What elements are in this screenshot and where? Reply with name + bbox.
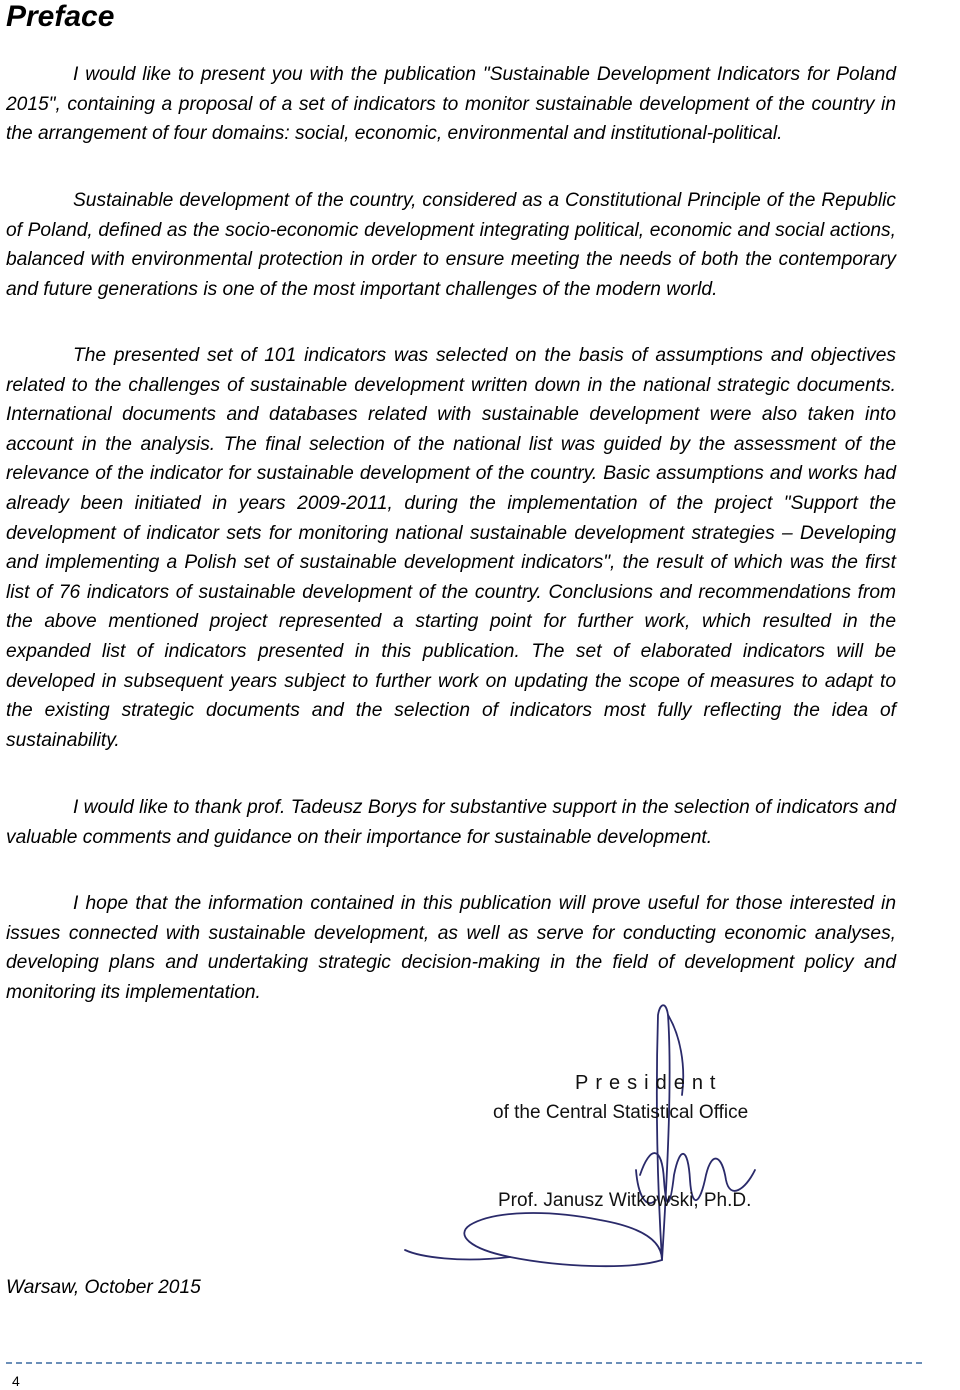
signature-block — [400, 995, 940, 1285]
page-number: 4 — [12, 1373, 20, 1389]
signature-title: President — [575, 1072, 723, 1094]
paragraph-sustainable-development: Sustainable development of the country, considered as a Constitutional Principle of the Republic of Poland, defined as the socio-economic development integrating political, economic and social actions, balanced with environmental protection in order to ensure meeting the needs of both the contemporary and future generations is one of the most important challenges of the modern world. — [6, 190, 896, 300]
paragraph-indicators: The presented set of 101 indicators was selected on the basis of assumptions and objectives related to the challenges of sustainable development written down in the national strategic documents. International documents and databases related with sustainable development were also taken into account in the analysis. The final selection of the national list was guided by the assessment of the relevance of the indicator for sustainable development of the country. Basic assumptions and works had already been initiated in years 2009-2011, during the implementation of the project "Support the development of indicator sets for monitoring national sustainable development strategies – Developing and implementing a Polish set of sustainable development indicators", the result of which was the first list of 76 indicators of sustainable development of the country. Conclusions and recommendations from the above mentioned project represented a starting point for further work, which resulted in the expanded list of indicators presented in this publication. The set of elaborated indicators will be developed in subsequent years subject to further work on updating the scope of measures to adapt to the existing strategic documents and the selection of indicators most fully reflecting the idea of sustainability. — [6, 345, 896, 751]
handwritten-signature — [400, 995, 940, 1285]
signature-name: Prof. Janusz Witkowski, Ph.D. — [498, 1190, 752, 1211]
place-and-date: Warsaw, October 2015 — [6, 1277, 201, 1298]
signature-office: of the Central Statistical Office — [493, 1102, 749, 1123]
footer-divider — [6, 1362, 922, 1364]
page-title: Preface — [6, 0, 115, 33]
paragraph-thanks: I would like to thank prof. Tadeusz Borys for substantive support in the selection of indicators and valuable comments and guidance on their importance for sustainable development. — [6, 797, 896, 848]
paragraph-intro: I would like to present you with the publication "Sustainable Development Indicators for Poland 2015", containing a proposal of a set of indicators to monitor sustainable development of the country in the arrangement of four domains: social, economic, environmental and institutional-political. — [6, 64, 896, 145]
paragraph-hope: I hope that the information contained in this publication will prove useful for those interested in issues connected with sustainable development, as well as serve for conducting economic analyses, developing plans and undertaking strategic decision-making in the field of development policy and monitoring its implementation. — [6, 893, 896, 1003]
